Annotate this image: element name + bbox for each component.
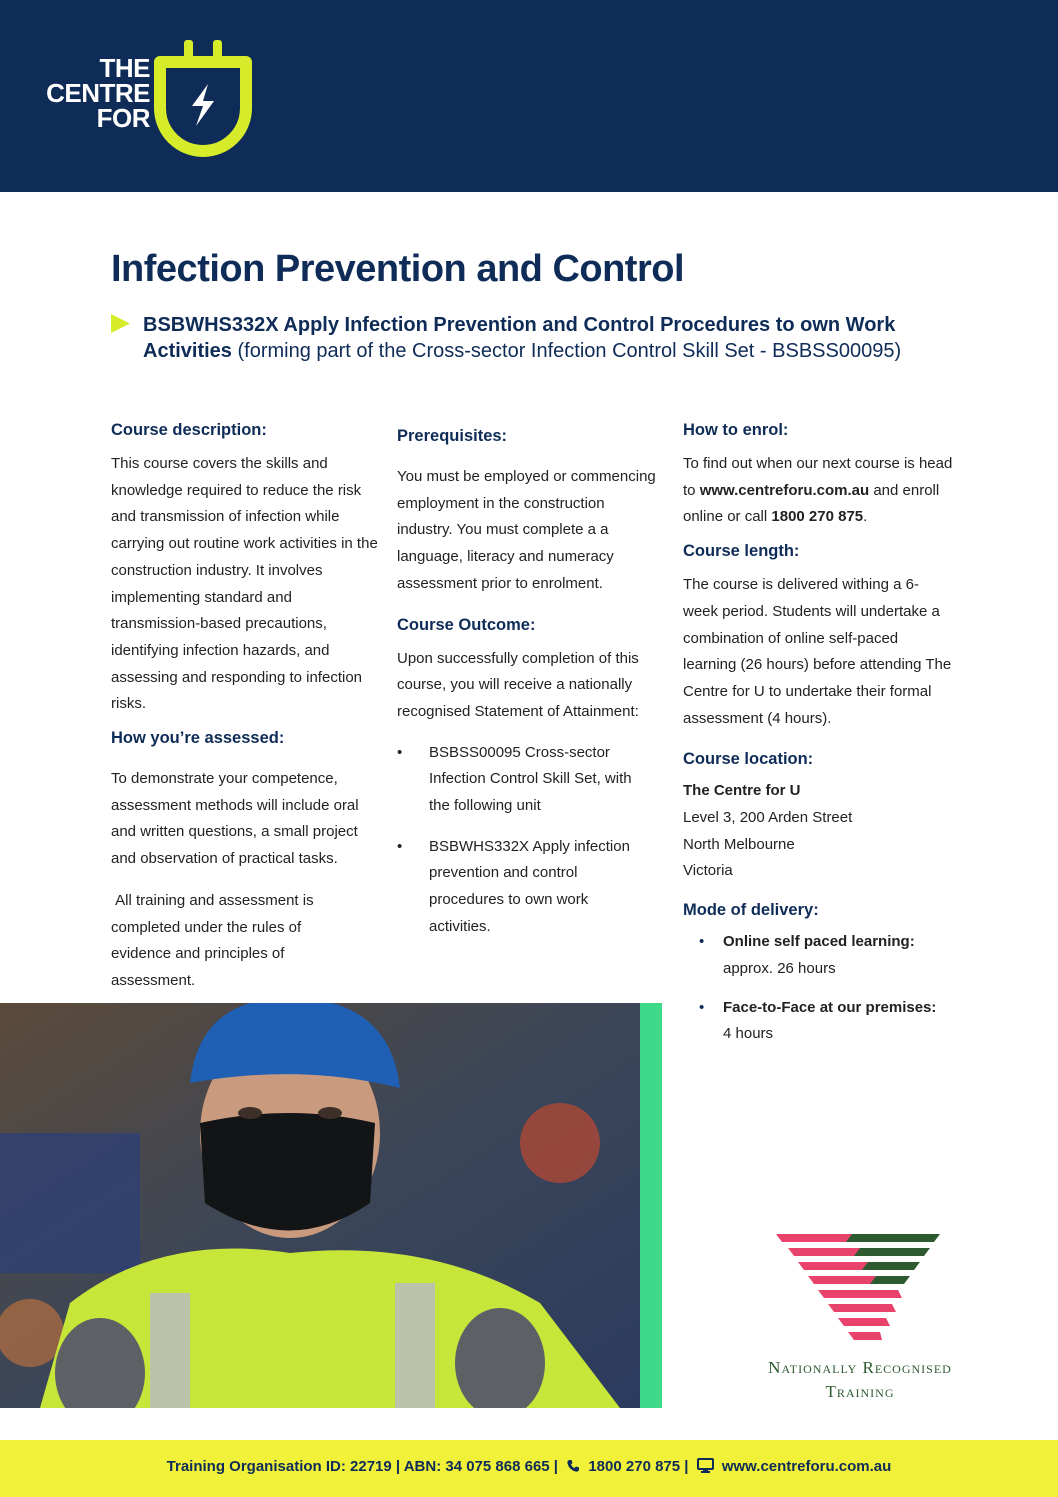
location-name: The Centre for U [683, 782, 801, 800]
outcome-list [397, 740, 637, 941]
delivery-mode-detail: approx. 26 hours [723, 959, 836, 977]
enrol-text-part: To find out when our next course is head to [683, 455, 953, 499]
footer-org-text: Training Organisation ID: 22719 | ABN: 34 075 868 665 | [166, 1458, 558, 1475]
nrt-line-2: Training [825, 1382, 895, 1401]
mode-of-delivery-heading: Mode of delivery: [683, 901, 819, 920]
footer-bar [0, 1440, 1058, 1497]
column-description [111, 419, 381, 995]
delivery-mode-label: Online self paced learning: [723, 933, 915, 951]
delivery-mode-label: Face-to-Face at our premises: [723, 998, 937, 1016]
subtitle-unit: BSBWHS332X Apply Infection Prevention and Control Procedures to own Work Activities [143, 314, 896, 362]
header-banner [0, 0, 1058, 192]
column-prerequisites [397, 425, 659, 941]
enrol-phone-link[interactable]: 1800 270 875 [771, 508, 864, 526]
course-subtitle [143, 312, 963, 364]
worker-photo [0, 1003, 640, 1408]
assessment-text: To demonstrate your competence, assessment methods will include oral and written questions, a small project and observation of practical tasks. [111, 770, 359, 868]
course-outcome-text: Upon successfully completion of this course, you will receive a nationally recognised Statement of Attainment: [397, 649, 639, 720]
footer-contact [0, 1458, 1058, 1475]
footer-separator: | [684, 1458, 689, 1475]
enrol-heading: How to enrol: [683, 421, 789, 439]
nrt-line-1: Nationally Recognised [768, 1358, 952, 1377]
bullet-icon: • [397, 743, 403, 761]
nrt-logo-icon [768, 1232, 948, 1348]
bullet-icon: • [699, 933, 705, 951]
bullet-icon: • [699, 998, 705, 1016]
location-address-line: Level 3, 200 Arden Street [683, 809, 853, 827]
page-title: Infection Prevention and Control [111, 248, 685, 290]
list-item [397, 834, 637, 941]
footer-website[interactable]: www.centreforu.com.au [721, 1458, 892, 1475]
footer-phone[interactable]: 1800 270 875 [588, 1458, 681, 1475]
list-item [683, 929, 953, 982]
course-outcome-heading: Course Outcome: [397, 615, 536, 634]
plug-logo-icon [150, 38, 256, 158]
delivery-mode-list [683, 929, 953, 1048]
location-address-line: Victoria [683, 862, 733, 880]
accent-bar [640, 1003, 662, 1408]
list-item [397, 740, 637, 820]
assessment-heading: How you’re assessed: [111, 729, 285, 748]
assessment-rules-text: All training and assessment is completed under the rules of evidence and principles of assessment. [111, 891, 318, 989]
logo-line-2: CENTRE [46, 78, 150, 108]
outcome-item-text: BSBWHS332X Apply infection prevention and control procedures to own work activities. [429, 837, 630, 935]
enrol-text [683, 451, 953, 531]
column-enrol [683, 419, 953, 1048]
enrol-text-part: . [863, 508, 868, 526]
logo-line-1: THE [99, 53, 150, 83]
phone-icon [566, 1459, 580, 1473]
course-location-heading: Course location: [683, 750, 814, 769]
bullet-icon: • [397, 837, 403, 855]
monitor-icon [697, 1458, 714, 1473]
course-length-heading: Course length: [683, 542, 800, 561]
enrol-text-part: and enroll online or call [683, 481, 940, 526]
subtitle-skillset: (forming part of the Cross-sector Infection Control Skill Set - BSBSS00095) [231, 340, 902, 362]
brand-logo-text [36, 53, 150, 133]
logo-line-3: FOR [96, 103, 150, 133]
prerequisites-heading: Prerequisites: [397, 427, 508, 445]
arrow-bullet-icon [111, 314, 130, 333]
enrol-website-link[interactable]: www.centreforu.com.au [699, 481, 870, 499]
list-item [683, 995, 953, 1048]
outcome-item-text: BSBSS00095 Cross-sector Infection Control Skill Set, with the following unit [429, 743, 632, 815]
location-address-line: North Melbourne [683, 835, 795, 853]
nrt-label [740, 1356, 980, 1404]
prerequisites-text: You must be employed or commencing employment in the construction industry. You must complete a a language, literacy and numeracy assessment prior to enrolment. [397, 468, 656, 592]
course-description-heading: Course description: [111, 421, 267, 439]
course-description-text: This course covers the skills and knowledge required to reduce the risk and transmission of infection while carrying out routine work activities in the construction industry. It involves implementing standard and transmission-based precautions, identifying infection hazards, and assessing and responding to infection risks. [111, 455, 378, 713]
delivery-mode-detail: 4 hours [723, 1025, 774, 1043]
course-length-text: The course is delivered withing a 6-week period. Students will undertake a combination of online self-paced learning (26 hours) before attending The Centre for U to undertake their formal assessment (4 hours). [683, 576, 952, 727]
